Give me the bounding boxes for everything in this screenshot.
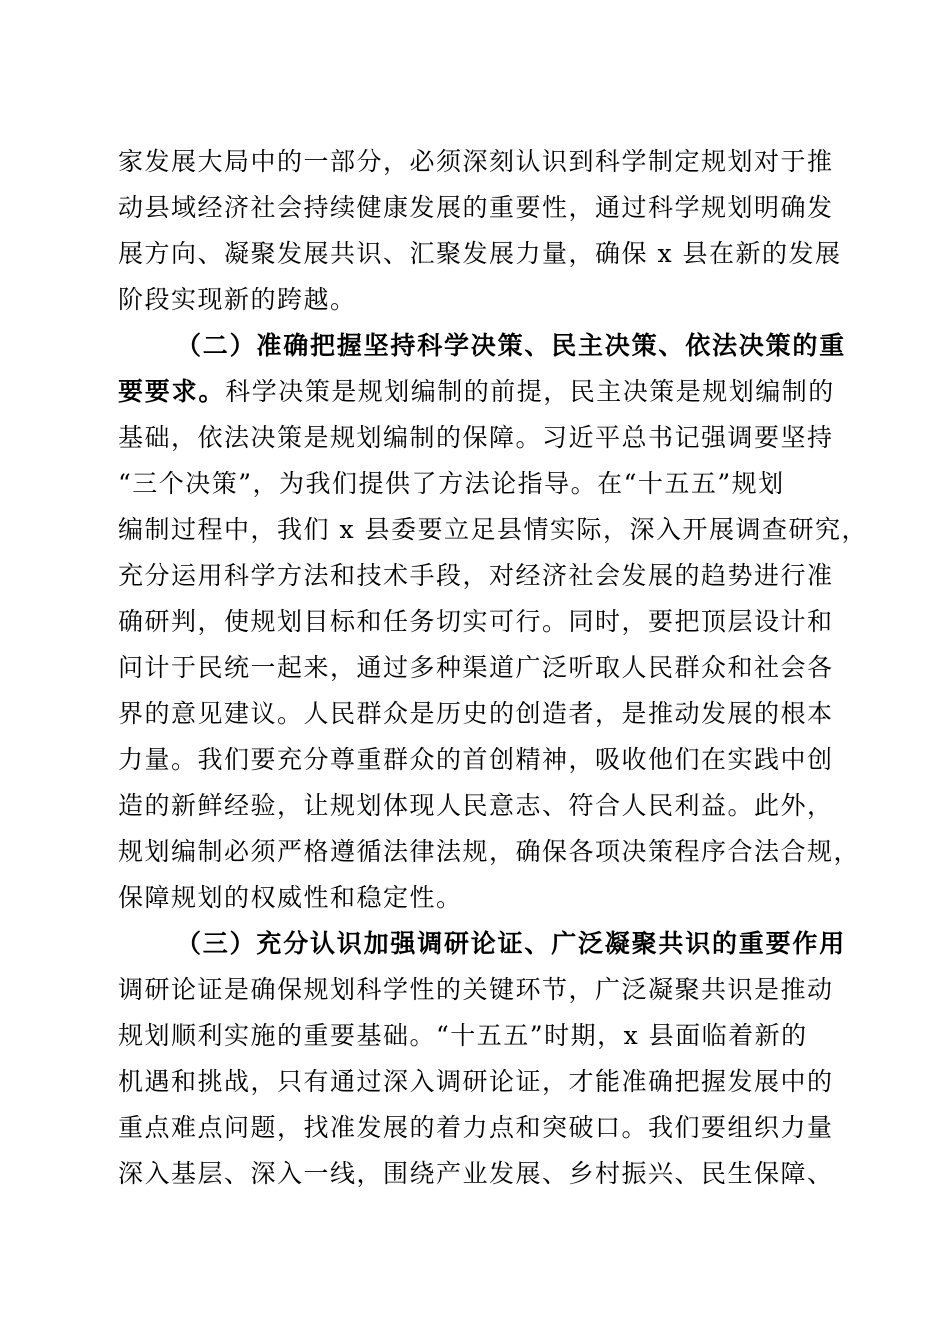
- body-text: 深入基层、深入一线，围绕产业发展、乡村振兴、民生保障、: [118, 1159, 834, 1188]
- section-heading: 要要求。: [118, 377, 226, 406]
- body-text-line: [118, 882, 463, 914]
- body-text: 基础，依法决策是规划编制的保障。习近平总书记强调要坚持: [118, 423, 834, 452]
- body-text-line: [118, 606, 834, 638]
- body-text-line: [118, 422, 834, 454]
- body-text-line: [118, 468, 785, 500]
- body-text-line: [118, 376, 835, 408]
- body-text: 规划编制必须严格遵循法律法规，确保各项决策程序合法合规，: [118, 837, 861, 866]
- body-text: 家发展大局中的一部分，必须深刻认识到科学制定规划对于推: [118, 147, 834, 176]
- body-text: 阶段实现新的跨越。: [118, 285, 357, 314]
- body-text-line: [118, 560, 834, 592]
- body-text-line: [118, 790, 834, 822]
- body-text-line: [118, 514, 868, 546]
- section-heading-line: [176, 330, 846, 362]
- body-text: 造的新鲜经验，让规划体现人民意志、符合人民利益。此外，: [118, 791, 834, 820]
- body-text: 重点难点问题，找准发展的着力点和突破口。我们要组织力量: [118, 1113, 834, 1142]
- body-text-line: [118, 744, 834, 776]
- body-text: 充分运用科学方法和技术手段，对经济社会发展的趋势进行准: [118, 561, 834, 590]
- body-text: 展方向、凝聚发展共识、汇聚发展力量，确保 x 县在新的发展: [118, 239, 842, 268]
- body-text-line: [118, 698, 834, 730]
- body-text-line: [118, 1066, 834, 1098]
- body-text: 问计于民统一起来，通过多种渠道广泛听取人民群众和社会各: [118, 653, 834, 682]
- body-text-line: [118, 974, 834, 1006]
- body-text-line: [118, 238, 842, 270]
- section-heading-line: [176, 928, 846, 960]
- section-heading: （三）充分认识加强调研论证、广泛凝聚共识的重要作用: [176, 929, 847, 958]
- body-text-line: [118, 1158, 834, 1190]
- body-text: 界的意见建议。人民群众是历史的创造者，是推动发展的根本: [118, 699, 834, 728]
- body-text-line: [118, 146, 834, 178]
- body-text: 保障规划的权威性和稳定性。: [118, 883, 463, 912]
- body-text: 机遇和挑战，只有通过深入调研论证，才能准确把握发展中的: [118, 1067, 834, 1096]
- body-text-line: [118, 1112, 834, 1144]
- body-text: 规划顺利实施的重要基础。“十五五”时期，x 县面临着新的: [118, 1021, 808, 1050]
- body-text: 调研论证是确保规划科学性的关键环节，广泛凝聚共识是推动: [118, 975, 834, 1004]
- body-text-line: [118, 284, 357, 316]
- body-text: 科学决策是规划编制的前提，民主决策是规划编制的: [225, 377, 835, 406]
- body-text: “三个决策”，为我们提供了方法论指导。在“十五五”规划: [118, 469, 785, 498]
- body-text-line: [118, 836, 860, 868]
- body-text-line: [118, 192, 834, 224]
- section-heading: （二）准确把握坚持科学决策、民主决策、依法决策的重: [176, 331, 847, 360]
- body-text: 动县域经济社会持续健康发展的重要性，通过科学规划明确发: [118, 193, 834, 222]
- body-text: 力量。我们要充分尊重群众的首创精神，吸收他们在实践中创: [118, 745, 834, 774]
- body-text-line: [118, 1020, 808, 1052]
- body-text-line: [118, 652, 834, 684]
- body-text: 编制过程中，我们 x 县委要立足县情实际，深入开展调查研究，: [118, 515, 868, 544]
- body-text: 确研判，使规划目标和任务切实可行。同时，要把顶层设计和: [118, 607, 834, 636]
